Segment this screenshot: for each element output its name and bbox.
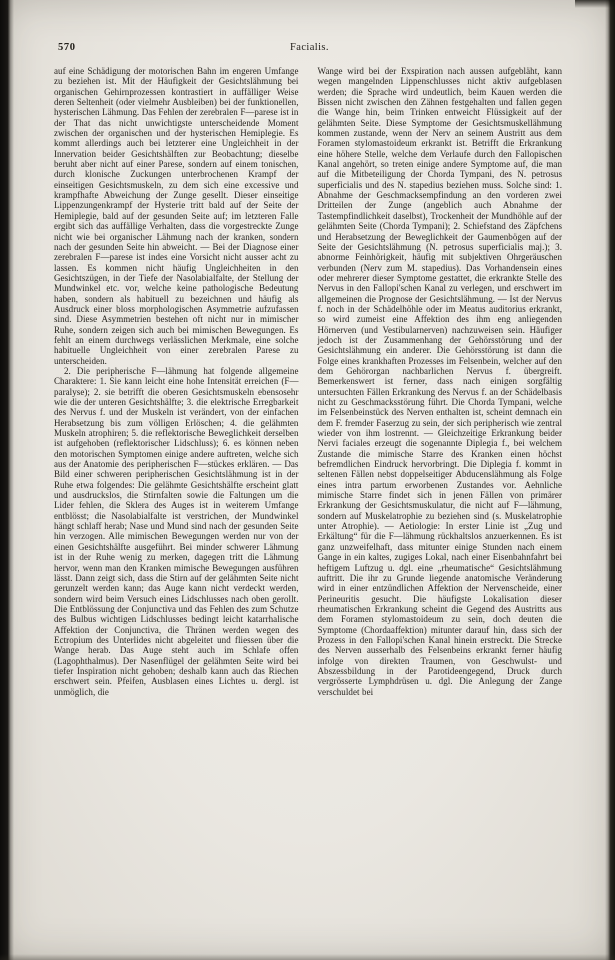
scan-edge-left: [0, 0, 14, 960]
paragraph-left-1: auf eine Schädigung der motorischen Bahn im engeren Umfange zu beziehen ist. Mit der Häufigkeit der Gesichtslähmung bei organischen Gehirnprozessen kontrastiert in auffälliger Weise deren Seltenheit (oder vielmehr Ausbleiben) bei der funktionellen, hysterischen Lähmung. Das Fehlen der zerebralen F—parese ist in der That das nicht unwichtigste unterscheidende Moment zwischen der organischen und der hysterischen Hemiplegie. Es kommt allerdings auch bei letzterer eine Ungleichheit in der Innervation beider Gesichtshälften zur Beobachtung; dieselbe beruht aber nicht auf einer Parese, sondern auf einem tonischen, durch klonische Zuckungen unterbrochenen Krampf der einseitigen Gesichtsmuskeln, zu dem sich eine excessive und krampfhafte Abweichung der Zunge gesellt. Dieser einseitige Lippenzungenkrampf der Hysterie tritt bald auf der Seite der Hemiplegie, bald auf der gesunden Seite auf; im letzteren Falle ergibt sich das auffällige Verhalten, dass die vorgestreckte Zunge nicht wie bei organischer Lähmung nach der kranken, sondern nach der gesunden Seite hin abweicht. — Bei der Diagnose einer zerebralen F—parese ist indes eine Vorsicht nicht ausser acht zu lassen. Es kommen nicht häufig Ungleichheiten in den Gesichtszügen, in der Tiefe der Nasolabialfalte, der Stellung der Mundwinkel etc. vor, welche keine pathologische Bedeutung haben, sondern als habituell zu bezeichnen und häufig als Ausdruck einer bloss morphologischen Asymmetrie aufzufassen sind. Diese Asymmetrien bestehen oft nicht nur in mimischer Ruhe, sondern zeigen sich auch bei mimischen Bewegungen. Es fehlt an einem durchwegs verlässlichen Merkmale, eine solche habituelle Ungleichheit von einer zerebralen Parese zu unterscheiden.: [54, 66, 299, 366]
page-number: 570: [58, 42, 76, 53]
scan-edge-right: [605, 0, 615, 960]
running-head: Facialis.: [290, 42, 329, 53]
scan-edge-top-right: [575, 0, 615, 8]
paragraph-left-2: 2. Die peripherische F—lähmung hat folgende allgemeine Charaktere: 1. Sie kann leicht eine hohe Intensität erreichen (F—paralyse); 2. sie betrifft die oberen Gesichtsmuskeln ebensosehr wie die der unteren Gesichtshälfte; 3. die elektrische Erregbarkeit des Nervus f. und der Muskeln ist verändert, von der einfachen Herabsetzung bis zum völligen Erlöschen; 4. die gelähmten Muskeln atrophiren; 5. die reflektorische Beweglichkeit derselben ist aufgehoben (reflektorischer Lidschluss); 6. es können neben den motorischen Symptomen einige andere auftreten, welche sich aus der Anatomie des peripherischen F—stückes erklären. — Das Bild einer schweren peripherischen Gesichtslähmung ist in der Ruhe etwa folgendes: Die gelähmte Gesichtshälfte erscheint glatt und ausdruckslos, die Stirnfalten sowie die Faltungen um die Lider fehlen, die Sklera des Auges ist in weiterem Umfange entblösst; die Nasolabialfalte ist verstrichen, der Mundwinkel hängt schlaff herab; Nase und Mund sind nach der gesunden Seite hin verzogen. Alle mimischen Bewegungen werden nur von der einen Gesichtshälfte ausgeführt. Bei minder schwerer Lähmung ist in der Ruhe wenig zu merken, dagegen tritt die Lähmung hervor, wenn man den Kranken mimische Bewegungen ausführen lässt. Dann zeigt sich, dass die Stirn auf der gelähmten Seite nicht gerunzelt werden kann; das Auge kann nicht verdeckt werden, sondern wird beim Versuch eines Lidschlusses nach oben gerollt. Die Entblössung der Conjunctiva und das Fehlen des zum Schutze des Bulbus wichtigen Lidschlusses bedingt leicht katarrhalische Affektion der Conjunctiva, die Thränen werden wegen des Ectropium des Unterlides nicht abgeleitet und fliessen über die Wange herab. Das Auge steht auch im Schlafe offen (Lagophthalmus). Der Nasenflügel der gelähmten Seite wird bei tiefer Inspiration nicht gehoben; deshalb kann auch das Riechen erschwert sein. Pfeifen, Ausblasen eines Lichtes u. dergl. ist unmöglich, die: [54, 365, 299, 697]
scan-edge-bottom: [0, 954, 615, 960]
page-header: [54, 42, 565, 56]
left-column: [54, 66, 299, 938]
paragraph-right-1: Wange wird bei der Exspiration nach aussen aufgebläht, kann wegen mangelnden Lippenschlusses nicht aktiv aufgeblasen werden; die Sprache wird undeutlich, beim Kauen werden die Bissen nicht zwischen den Zähnen festgehalten und fallen gegen die Wange hin, beim Trinken entweicht Flüssigkeit auf der gelähmten Seite. Diese Symptome der Gesichtsmuskellähmung kommen zustande, wenn der Nerv an seinem Austritt aus dem Foramen stylomastoideum erkrankt ist. Betrifft die Erkrankung eine höhere Stelle, welche dem Verlaufe durch den Fallopischen Kanal angehört, so treten einige andere Symptome auf, die man auf die Mitbeteiligung der Chorda Tympani, des N. petrosus superficialis und des N. stapedius beziehen muss. Solche sind: 1. Abnahme der Geschmacksempfindung an den vorderen zwei Dritteilen der Zunge (angeblich auch Abnahme der Tastempfindlichkeit daselbst), Trockenheit der Mundhöhle auf der gelähmten Seite (Chorda Tympani); 2. Schiefstand des Zäpfchens und Herabsetzung der Beweglichkeit der Gaumenbögen auf der Seite der Gesichtslähmung (N. petrosus superficialis maj.); 3. abnorme Feinhörigkeit, häufig mit subjektiven Ohrgeräuschen verbunden (Nerv zum M. stapedius). Das Vorhandensein eines oder mehrerer dieser Symptome gestattet, die erkrankte Stelle des Nervus in den Fallopi'schen Kanal zu verlegen, und erschwert im allgemeinen die Prognose der Gesichtslähmung. — Ist der Nervus f. noch in der Schädelhöhle oder im Meatus auditorius erkrankt, so wird zumeist eine Affektion des ihm eng anliegenden Hörnerven (und Vestibularnerven) nachzuweisen sein. Häufiger jedoch ist der Zusammenhang der Gehörsstörung und der Gesichtslähmung ein anderer. Die Gehörsstörung ist dann die Folge eines krankhaften Prozesses im Felsenbein, welcher auf den dem Gehörorgan nachbarlichen Nervus f. übergreift. Bemerkenswert ist ferner, dass nach einigen sorgfältig untersuchten Fällen Erkrankung des Nervus f. an der Schädelbasis nicht zu Geschmacksstörung führt. Die Chorda Tympani, welche im Felsenbeinstück des Nerven enthalten ist, scheint demnach ein dem F. fremder Faserzug zu sein, der sich peripherisch wie zentral wieder von ihm lostrennt. — Gleichzeitige Erkrankung beider Nervi faciales erzeugt die sogenannte Diplegia f., bei welchem Zustande die mimische Starre des Kranken einen höchst befremdlichen Eindruck hervorbringt. Die Diplegia f. kommt in seltenen Fällen nebst doppelseitiger Abducenslähmung als Folge eines intra partum erworbenen Zustandes vor. Aehnliche mimische Starre findet sich in jenen Fällen von primärer Erkrankung der Gesichtsmuskulatur, die nicht auf F—lähmung, sondern auf Muskelatrophie zu beziehen sind (s. Muskelatrophie unter Atrophie). — Aetiologie: In erster Linie ist „Zug und Erkältung“ für die F—lähmung rückhaltslos anzuerkennen. Es ist ganz unzweifelhaft, dass mitunter einige Stunden nach einem Gange in ein kaltes, zugiges Lokal, nach einer Eisenbahnfahrt bei heftigem Luftzug u. dgl. eine „rheumatische“ Gesichtslähmung auftritt. Die ihr zu Grunde liegende anatomische Veränderung wird in einer entzündlichen Affektion der Nervenscheide, einer Perineuritis gesucht. Die häufigste Lokalisation dieser rheumatischen Erkrankung scheint die Gegend des Austritts aus dem Foramen stylomastoideum zu sein, doch deuten die Symptome (Chordaaffektion) mitunter darauf hin, dass sich der Prozess in den Fallopi'schen Kanal hinein erstreckt. Die Strecke des Nerven ausserhalb des Felsenbeins erkrankt ferner häufig infolge von direkten Traumen, von Geschwulst- und Abszessbildung in der Parotideengegend, Druck durch vergrösserte Lymphdrüsen u. dgl. Die Anlegung der Zange verschuldet bei: [317, 66, 562, 697]
text-columns: [54, 66, 562, 938]
right-column: [318, 66, 563, 938]
